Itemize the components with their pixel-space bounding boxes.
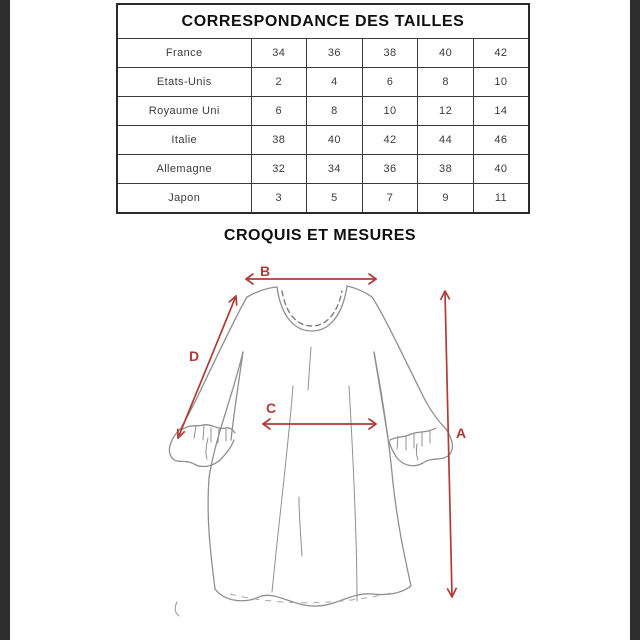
row-label-cell: Italie	[117, 126, 251, 155]
size-value-cell: 32	[251, 155, 307, 184]
size-value-cell: 42	[362, 126, 418, 155]
size-value-cell: 12	[418, 97, 474, 126]
size-value-cell: 36	[362, 155, 418, 184]
size-value-cell: 7	[362, 184, 418, 214]
size-value-cell: 5	[307, 184, 363, 214]
size-value-cell: 14	[473, 97, 529, 126]
size-value-cell: 8	[418, 68, 474, 97]
size-value-cell: 6	[362, 68, 418, 97]
size-value-cell: 9	[418, 184, 474, 214]
size-value-cell: 2	[251, 68, 307, 97]
size-value-cell: 38	[418, 155, 474, 184]
drape-lines	[272, 386, 293, 592]
measure-arrow-c	[263, 419, 376, 429]
table-title-row	[117, 4, 529, 39]
size-value-cell: 44	[418, 126, 474, 155]
table-row-france	[117, 39, 529, 68]
size-value-cell: 38	[362, 39, 418, 68]
sketch-section-title: CROQUIS ET MESURES	[223, 227, 417, 244]
left-letterbox-bar	[0, 0, 10, 640]
size-value-cell: 40	[418, 39, 474, 68]
right-letterbox-bar	[630, 0, 640, 640]
row-label-cell: Royaume Uni	[117, 97, 251, 126]
table-row-etats-unis	[117, 68, 529, 97]
stray-mark	[175, 602, 179, 616]
measure-label-c: C	[266, 400, 277, 416]
size-value-cell: 36	[307, 39, 363, 68]
table-row-royaume-uni	[117, 97, 529, 126]
size-value-cell: 3	[251, 184, 307, 214]
size-value-cell: 8	[307, 97, 363, 126]
size-value-cell: 34	[307, 155, 363, 184]
size-value-cell: 11	[473, 184, 529, 214]
measure-arrow-d	[178, 296, 237, 438]
size-value-cell: 6	[251, 97, 307, 126]
measure-label-a: A	[456, 425, 467, 441]
size-value-cell: 10	[473, 68, 529, 97]
measure-arrow-a	[441, 291, 456, 597]
size-value-cell: 42	[473, 39, 529, 68]
row-label-cell: Japon	[117, 184, 251, 214]
measure-label-b: B	[260, 263, 271, 279]
table-row-japon	[117, 184, 529, 214]
size-value-cell: 40	[473, 155, 529, 184]
size-value-cell: 10	[362, 97, 418, 126]
size-value-cell: 38	[251, 126, 307, 155]
size-value-cell: 34	[251, 39, 307, 68]
size-table	[116, 3, 530, 214]
row-label-cell: Etats-Unis	[117, 68, 251, 97]
size-value-cell: 4	[307, 68, 363, 97]
dress-sketch	[140, 250, 490, 640]
size-value-cell: 46	[473, 126, 529, 155]
table-row-allemagne	[117, 155, 529, 184]
size-table-title: CORRESPONDANCE DES TAILLES	[117, 4, 529, 39]
table-row-italie	[117, 126, 529, 155]
row-label-cell: France	[117, 39, 251, 68]
dress-outline	[169, 286, 452, 616]
size-value-cell: 40	[307, 126, 363, 155]
row-label-cell: Allemagne	[117, 155, 251, 184]
measure-label-d: D	[189, 348, 200, 364]
